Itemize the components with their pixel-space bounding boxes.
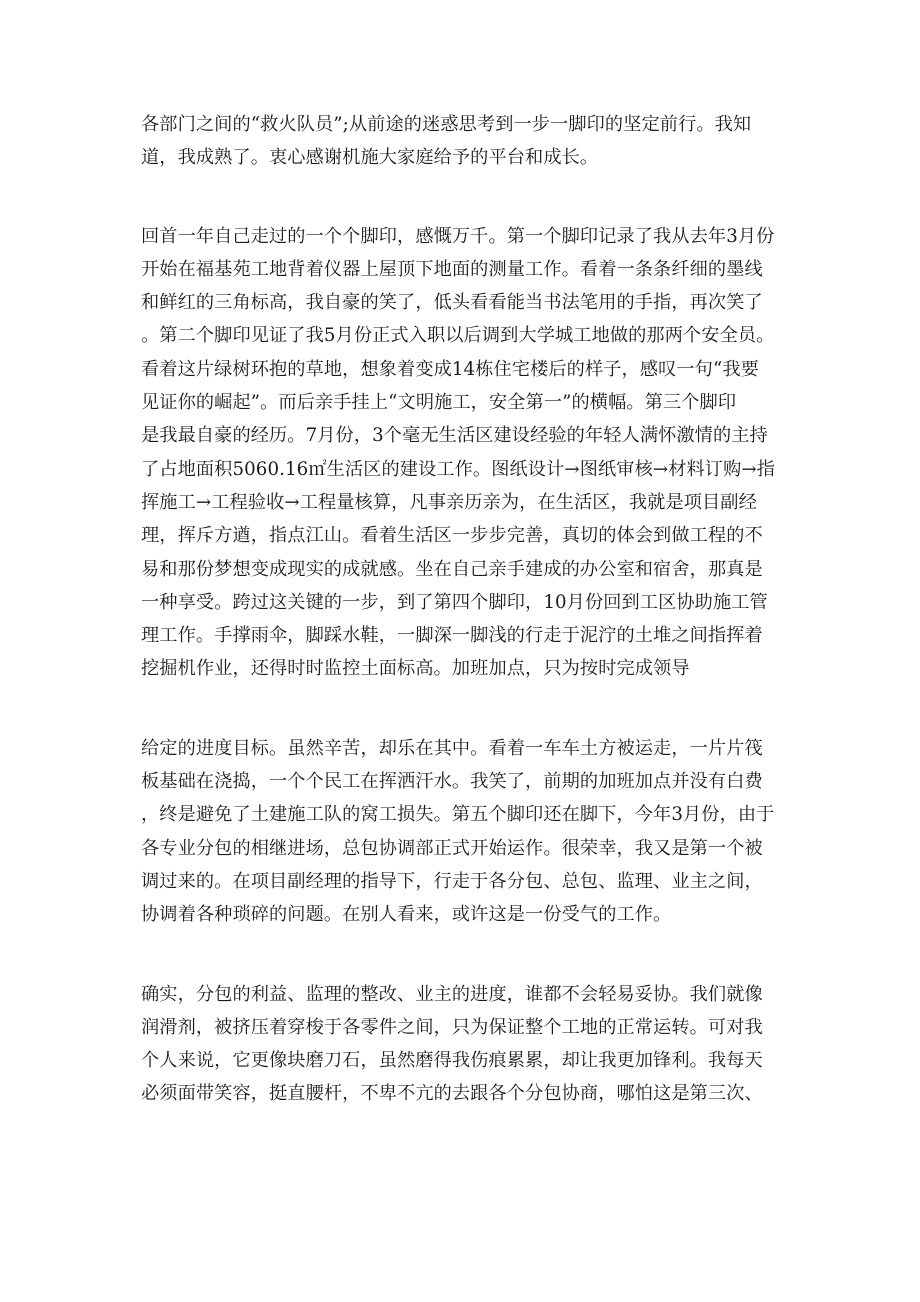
paragraph-3 (141, 732, 775, 932)
text-line: 看着这片绿树环抱的草地，想象着变成14栋住宅楼后的样子，感叹一句“我要 (141, 358, 759, 380)
text-line: 。第二个脚印见证了我5月份正式入职以后调到大学城工地做的那两个安全员。 (141, 325, 775, 347)
text-line: 挖掘机作业，还得时时监控土面标高。加班加点，只为按时完成领导 (141, 658, 690, 680)
text-line: 道，我成熟了。衷心感谢机施大家庭给予的平台和成长。 (141, 147, 599, 169)
paragraph-1 (141, 108, 771, 175)
text-line: 了占地面积5060.16㎡生活区的建设工作。图纸设计→图纸审核→材料订购→指 (141, 458, 775, 480)
paragraph-gap (141, 175, 771, 220)
document-body (141, 108, 775, 1111)
text-line: 见证你的崛起”。而后亲手挂上“文明施工，安全第一”的横幅。第三个脚印 (141, 392, 737, 414)
text-line: 易和那份梦想变成现实的成就感。坐在自己亲手建成的办公室和宿舍，那真是 (141, 558, 763, 580)
text-line: 给定的进度目标。虽然辛苦，却乐在其中。看着一车车土方被运走，一片片筏 (141, 737, 763, 759)
paragraph-gap (141, 932, 771, 978)
paragraph-2 (141, 220, 775, 686)
text-line: 是我最自豪的经历。7月份，3个毫无生活区建设经验的年轻人满怀激情的主持 (141, 425, 768, 447)
text-line: 调过来的。在项目副经理的指导下，行走于各分包、总包、监理、业主之间， (141, 870, 763, 892)
paragraph-4 (141, 978, 771, 1111)
paragraph-gap (141, 686, 771, 732)
text-line: 理工作。手撑雨伞，脚踩水鞋，一脚深一脚浅的行走于泥泞的土堆之间指挥着 (141, 625, 763, 647)
text-line: 必须面带笑容，挺直腰杆，不卑不亢的去跟各个分包协商，哪怕这是第三次、 (141, 1083, 763, 1105)
text-line: 理，挥斥方遒，指点江山。看着生活区一步步完善，真切的体会到做工程的不 (141, 525, 763, 547)
text-line: 各专业分包的相继进场，总包协调部正式开始运作。很荣幸，我又是第一个被 (141, 837, 763, 859)
text-line: 协调着各种琐碎的问题。在别人看来，或许这是一份受气的工作。 (141, 904, 672, 926)
text-line: 和鲜红的三角标高，我自豪的笑了，低头看看能当书法笔用的手指，再次笑了 (141, 292, 763, 314)
text-line: 回首一年自己走过的一个个脚印，感慨万千。第一个脚印记录了我从去年3月份 (141, 225, 775, 247)
text-line: 确实，分包的利益、监理的整改、业主的进度，谁都不会轻易妥协。我们就像 (141, 983, 763, 1005)
text-line: 润滑剂，被挤压着穿梭于各零件之间，只为保证整个工地的正常运转。可对我 (141, 1016, 763, 1038)
text-line: 一种享受。跨过这关键的一步，到了第四个脚印，10月份回到工区协助施工管 (141, 591, 768, 613)
text-line: 挥施工→工程验收→工程量核算，凡事亲历亲为，在生活区，我就是项目副经 (141, 491, 757, 513)
text-line: 各部门之间的“救火队员”;从前途的迷惑思考到一步一脚印的坚定前行。我知 (141, 114, 752, 135)
text-line: 个人来说，它更像块磨刀石，虽然磨得我伤痕累累，却让我更加锋利。我每天 (141, 1050, 763, 1072)
text-line: 板基础在浇捣，一个个民工在挥洒汗水。我笑了，前期的加班加点并没有白费 (141, 771, 763, 793)
text-line: ，终是避免了土建施工队的窝工损失。第五个脚印还在脚下，今年3月份，由于 (141, 804, 775, 826)
text-line: 开始在福基苑工地背着仪器上屋顶下地面的测量工作。看着一条条纤细的墨线 (141, 258, 763, 280)
